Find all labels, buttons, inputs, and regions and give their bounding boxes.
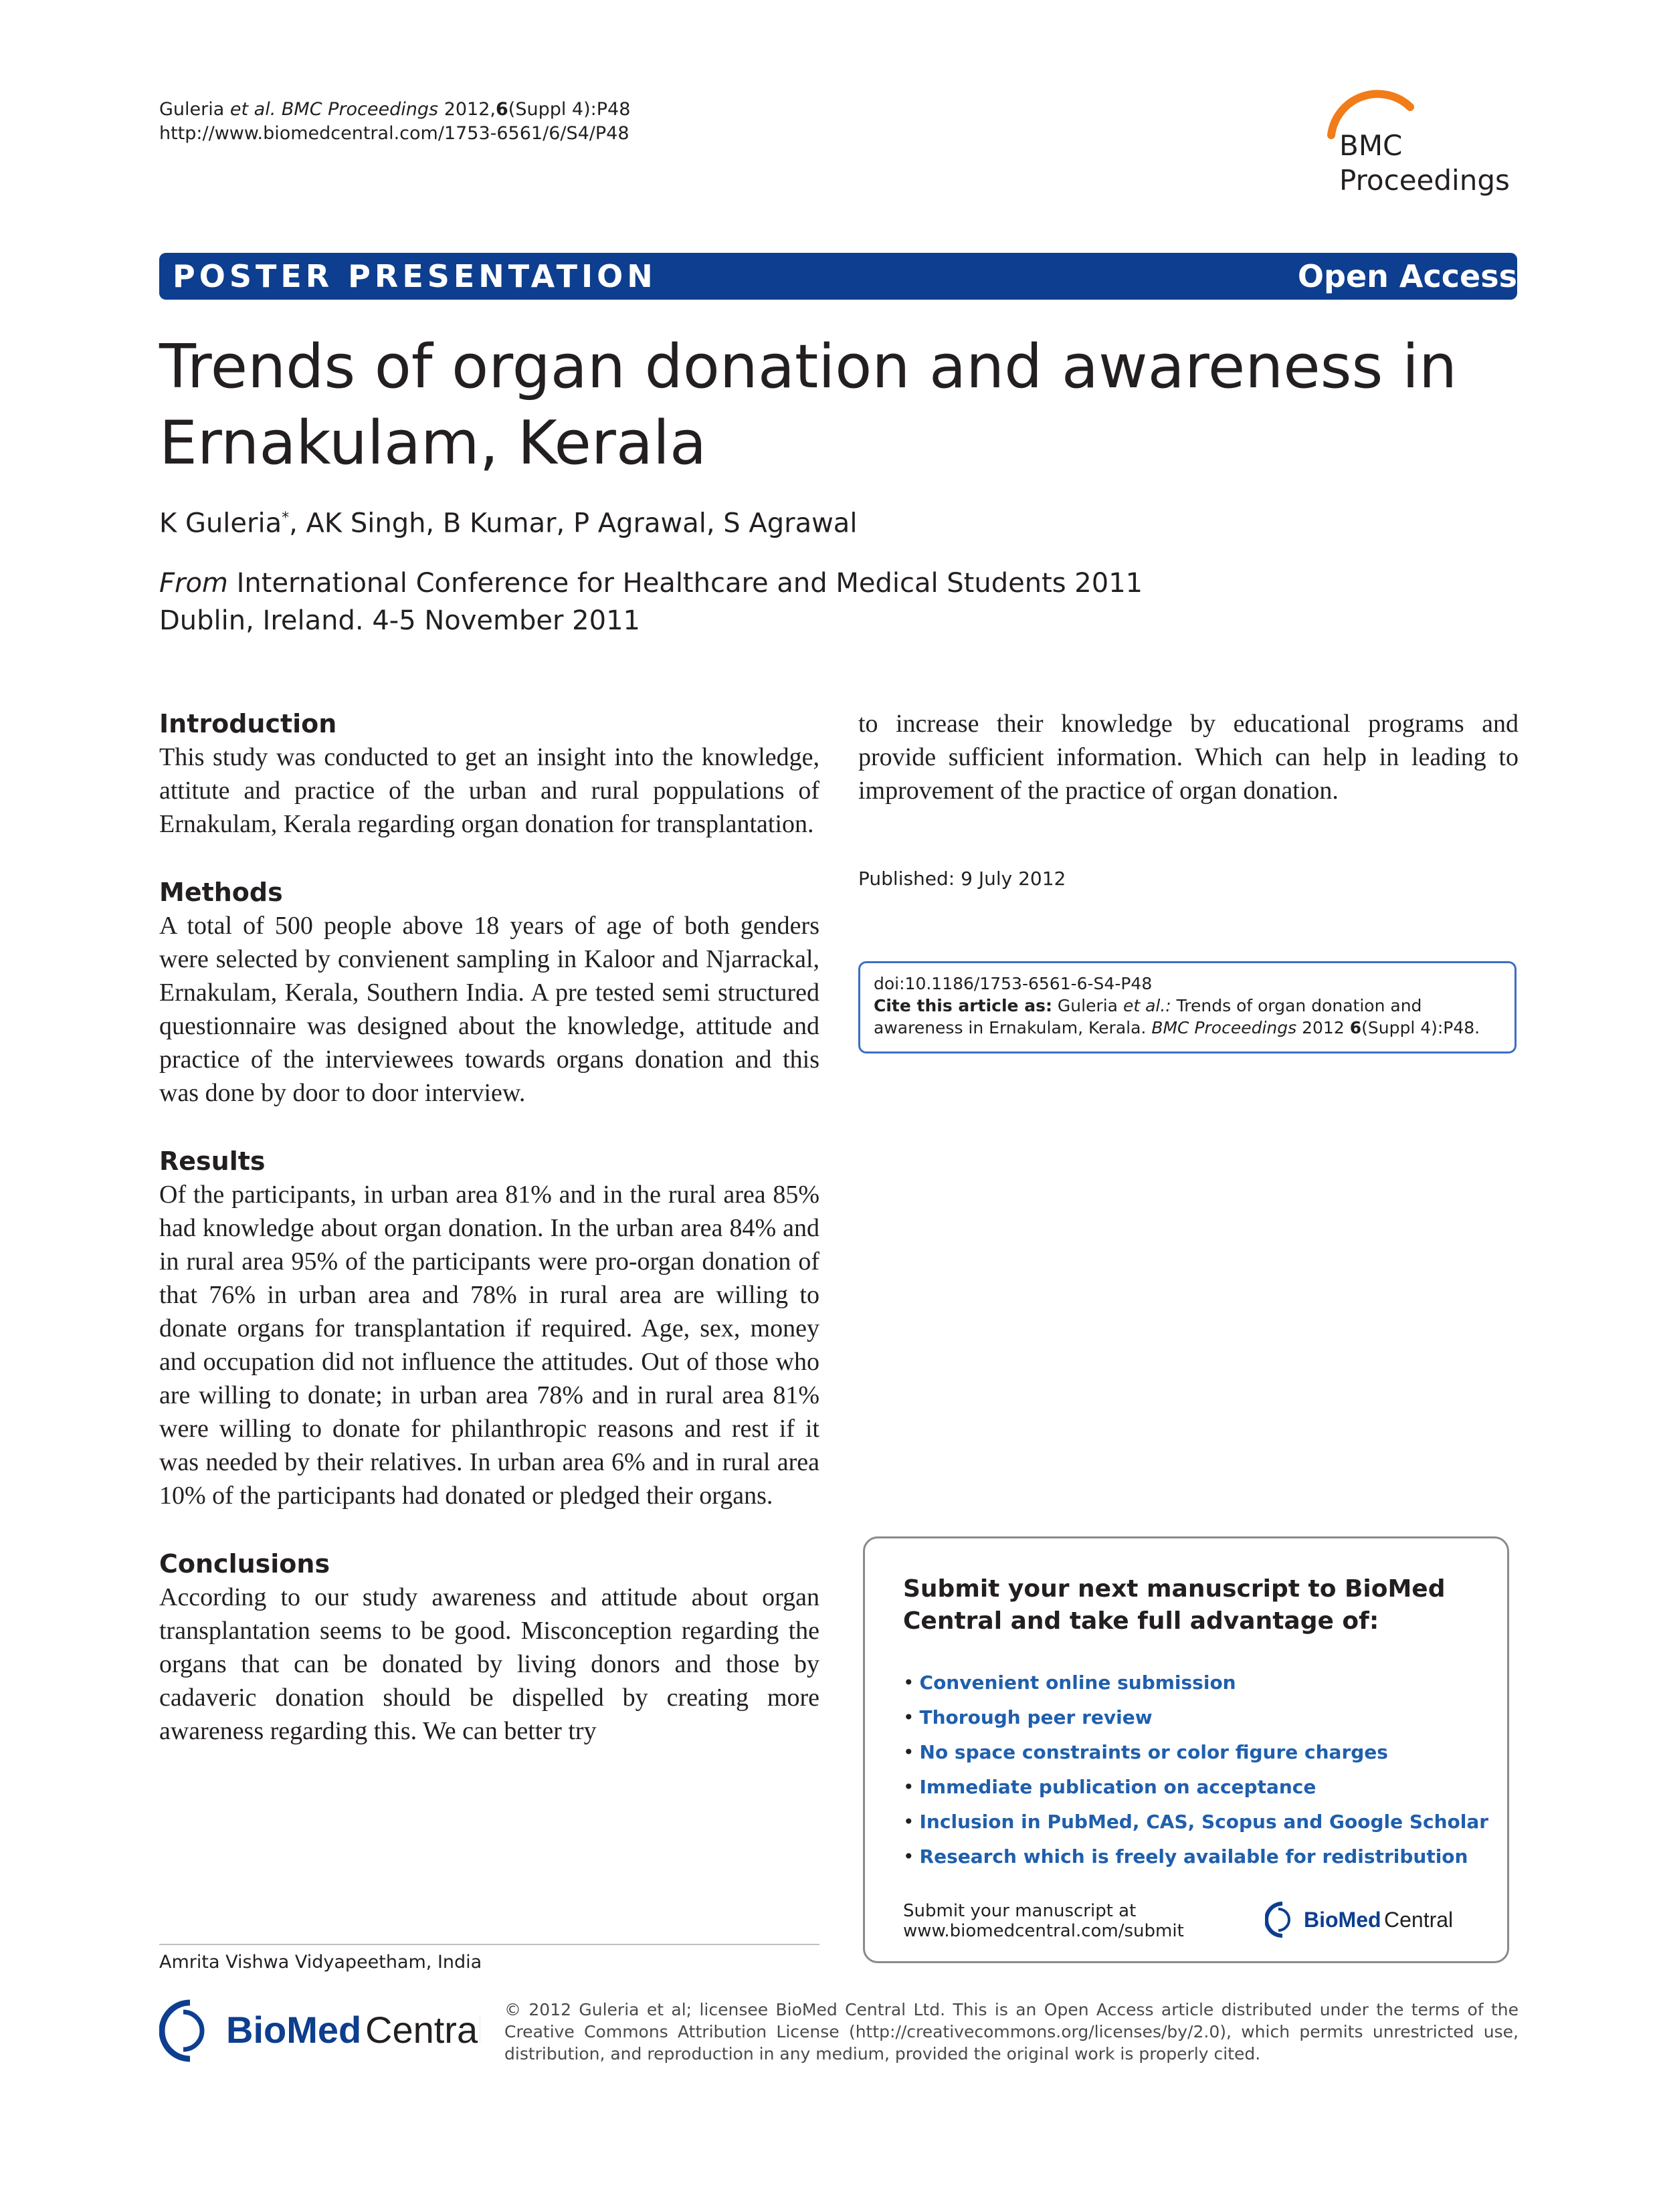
article-title: Trends of organ donation and awareness in Ernakulam, Kerala (159, 332, 1458, 478)
bullet-icon: • (903, 1706, 914, 1728)
submit-url[interactable]: www.biomedcentral.com/submit (903, 1921, 1184, 1941)
introduction-body: This study was conducted to get an insight into the knowledge, attitute and practice of the urban and rural poppulations of Ernakulam, Kerala regarding organ donation for transplantation. (159, 743, 819, 838)
biomed-central-logo-icon (1265, 1900, 1466, 1940)
footnote-divider (159, 1944, 819, 1945)
benefits-list (903, 1666, 1488, 1874)
bullet-icon: • (903, 1811, 914, 1833)
biomed-central-footer-logo-icon (159, 1997, 480, 2064)
methods-heading: Methods (159, 878, 283, 907)
submit-footer: Submit your manuscript at www.biomedcentral.com/submit (903, 1901, 1184, 1941)
submit-heading: Submit your next manuscript to BioMed Central and take full advantage of: (903, 1575, 1446, 1635)
submit-manuscript-box (863, 1536, 1509, 1963)
author-list: K Guleria*, AK Singh, B Kumar, P Agrawal, S Agrawal (159, 508, 858, 539)
list-item[interactable]: • Immediate publication on acceptance (903, 1776, 1316, 1798)
left-column (159, 707, 819, 1748)
conclusions-heading: Conclusions (159, 1549, 330, 1579)
running-header (159, 98, 630, 146)
bullet-icon: • (903, 1776, 914, 1798)
footer-logo-word-light: Central (365, 2009, 480, 2051)
list-item[interactable]: • Convenient online submission (903, 1672, 1236, 1694)
list-item[interactable]: • Research which is freely available for redistribution (903, 1845, 1468, 1868)
logo-word-light: Central (1384, 1908, 1454, 1932)
list-item[interactable]: • Thorough peer review (903, 1706, 1153, 1728)
bullet-icon: • (903, 1672, 914, 1694)
citation-line: Guleria et al. BMC Proceedings 2012,6(Suppl 4):P48 (159, 99, 631, 120)
open-access-label: Open Access (1297, 258, 1517, 294)
introduction-heading: Introduction (159, 709, 337, 738)
published-date: Published: 9 July 2012 (858, 868, 1066, 890)
footer-logo-word-bold: BioMed (226, 2009, 362, 2051)
bullet-icon: • (903, 1741, 914, 1763)
list-item[interactable]: • Inclusion in PubMed, CAS, Scopus and Google Scholar (903, 1811, 1489, 1833)
affiliation: Amrita Vishwa Vidyapeetham, India (159, 1952, 482, 1973)
methods-body: A total of 500 people above 18 years of age of both genders were selected by convienent sampling in Kaloor and Njarrackal, Ernakulam, Kerala, Southern India. A pre tested semi structured questionnaire was designed about the knowledge, attitude and practice of the interviewees towards organs donation and this was done by door to door interview. (159, 912, 819, 1107)
list-item[interactable]: • No space constraints or color figure charges (903, 1741, 1388, 1763)
results-heading: Results (159, 1146, 266, 1176)
journal-logo-text: BMC Proceedings (1339, 129, 1510, 197)
conclusions-body: According to our study awareness and attitude about organ transplantation seems to be good. Misconception regarding the organs that can be donated by living donors and those by cadaveric donation should be dispelled by creating more awareness regarding this. We can better try (159, 1583, 819, 1745)
biomed-central-logo (159, 1997, 480, 2067)
article-type: POSTER PRESENTATION (173, 258, 657, 294)
conference-info: From International Conference for Healthcare and Medical Students 2011 Dublin, Ireland. 4-5 November 2011 (159, 568, 1143, 636)
citation-box: doi:10.1186/1753-6561-6-S4-P48 Cite this article as: Guleria et al.: Trends of organ donation and awareness in Ernakulam, Kerala. BMC Proceedings 2012 6(Suppl 4):P48. (858, 961, 1517, 1053)
doi[interactable]: doi:10.1186/1753-6561-6-S4-P48 (874, 974, 1153, 993)
journal-logo (1311, 87, 1512, 207)
results-body: Of the participants, in urban area 81% and in the rural area 85% had knowledge about organ donation. In the urban area 84% and in rural area 95% of the participants were pro-organ donation of that 76% in urban area and 78% in rural area are willing to donate organs for transplantation if required. Age, sex, money and occupation did not influence the attitudes. Out of those who are willing to donate; in urban area 78% and in rural area 81% were willing to donate for philanthropic reasons and rest if it was needed by their relatives. In urban area 6% and in rural area 10% of the participants had donated or pledged their organs. (159, 1181, 819, 1510)
article-url[interactable]: http://www.biomedcentral.com/1753-6561/6/S4/P48 (159, 123, 629, 144)
conclusions-body-continued: to increase their knowledge by educational programs and provide sufficient information. Which can help in leading to improvement of the practice of organ donation. (858, 710, 1519, 805)
biomed-logo-small (1265, 1900, 1466, 1942)
bullet-icon: • (903, 1845, 914, 1868)
license-text: © 2012 Guleria et al; licensee BioMed Central Ltd. This is an Open Access article distributed under the terms of the Creative Commons Attribution License (http://creativecommons.org/licenses/by/2.0), which permits unrestricted use, distribution, and reproduction in any medium, provided the original work is properly cited. (504, 2000, 1519, 2064)
logo-word-bold: BioMed (1304, 1908, 1381, 1932)
